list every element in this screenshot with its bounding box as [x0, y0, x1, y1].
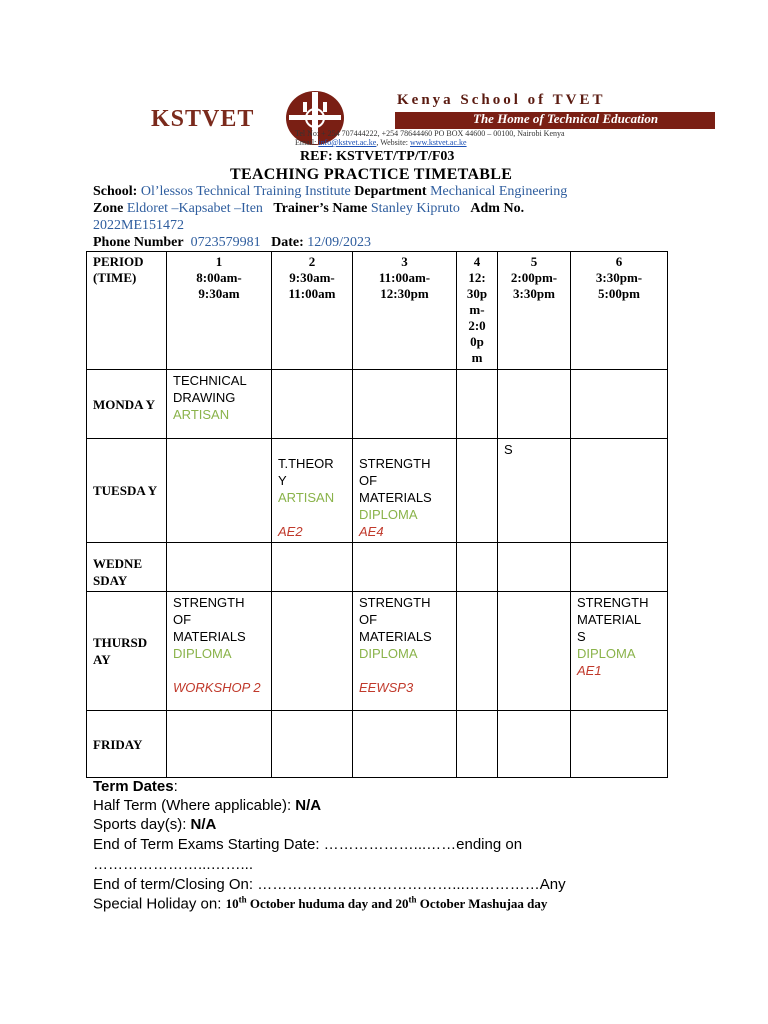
half-term-label: Half Term (Where applicable):: [93, 797, 296, 814]
holiday-day: 10: [225, 896, 239, 912]
contact-line: Tel No: + 254 707444222, +254 78644460 PO BOX 44600 – 00100, Nairobi Kenya: [295, 129, 565, 138]
timetable-cell: [272, 711, 353, 778]
timetable-cell: [272, 592, 353, 711]
email-link[interactable]: info@kstvet.ac.ke: [318, 138, 377, 147]
period-time-header: [87, 252, 167, 370]
period-time: 8:00am-: [196, 270, 242, 285]
period-time: m: [471, 350, 483, 365]
period-time: 11:00am-: [378, 270, 431, 285]
subject: Y: [278, 473, 287, 488]
subject: STRENGTH: [359, 595, 431, 610]
timetable-cell: [353, 711, 457, 778]
subject: TECHNICAL: [173, 373, 247, 388]
subject: OF: [359, 612, 378, 627]
timetable-cell: [353, 370, 457, 439]
thursday-period-1-cell: [167, 592, 272, 711]
monday-period-1-cell: [167, 370, 272, 439]
room: AE2: [278, 524, 303, 539]
zone-value: Eldoret –Kapsabet –Iten: [126, 201, 263, 216]
period-time: 9:30am-: [289, 270, 335, 285]
timetable-cell: [167, 439, 272, 543]
sports-day-line: [93, 816, 216, 833]
trainer-value: Stanley Kipruto: [370, 201, 460, 216]
period-5-header: [498, 252, 571, 370]
timetable-cell: [457, 543, 498, 592]
timetable: [86, 251, 668, 778]
subject: MATERIALS: [173, 629, 246, 644]
logo-text: KSTVET: [151, 106, 255, 132]
holiday-text: October huduma day and 20: [246, 896, 409, 912]
room: WORKSHOP 2: [173, 680, 261, 695]
timetable-cell: [457, 370, 498, 439]
timetable-cell: [457, 439, 498, 543]
timetable-cell: [353, 543, 457, 592]
website-label: , Website:: [376, 138, 410, 147]
phone-row: [93, 235, 371, 251]
period-time: 2:00pm-: [510, 270, 558, 285]
timetable-cell: [457, 592, 498, 711]
period-number: 6: [615, 254, 623, 269]
level: DIPLOMA: [359, 507, 418, 522]
timetable-cell: [571, 370, 668, 439]
period-number: 1: [215, 254, 223, 269]
period-time: 11:00am: [288, 286, 336, 301]
half-term-value: N/A: [295, 797, 322, 814]
trainer-label: Trainer’s Name: [273, 201, 368, 216]
website-link[interactable]: www.kstvet.ac.ke: [410, 138, 467, 147]
term-dates-heading: [93, 778, 178, 795]
period-time: 30p: [466, 286, 488, 301]
school-row: [93, 184, 567, 200]
friday-row: [87, 711, 668, 778]
timetable-cell: [498, 543, 571, 592]
timetable-cell: [498, 711, 571, 778]
subject: STRENGTH: [359, 456, 431, 471]
timetable-cell: [167, 711, 272, 778]
subject: MATERIAL: [577, 612, 642, 627]
header-row: [87, 252, 668, 370]
exams-line: End of Term Exams Starting Date: ………………...……ending on: [93, 836, 523, 853]
period-time: 0p: [470, 334, 484, 349]
page-title: TEACHING PRACTICE TIMETABLE: [230, 166, 513, 183]
zone-row: [93, 201, 524, 217]
timetable-cell: [498, 592, 571, 711]
school-name: Kenya School of TVET: [397, 92, 606, 108]
subject: T.THEOR: [278, 456, 334, 471]
period-time: 12:: [468, 270, 486, 285]
ordinal-suffix: th: [238, 895, 247, 905]
level: ARTISAN: [173, 407, 230, 422]
level: DIPLOMA: [359, 646, 418, 661]
room: AE1: [577, 663, 602, 678]
half-term-line: [93, 797, 321, 814]
term-dates-colon: :: [173, 778, 178, 795]
subject: STRENGTH: [577, 595, 649, 610]
timetable-cell: [272, 370, 353, 439]
timetable-cell: [272, 543, 353, 592]
school-value: Ol’lessos Technical Training Institute: [140, 184, 351, 199]
period-number: 5: [530, 254, 538, 269]
period-time: m-: [469, 302, 485, 317]
period-1-header: [167, 252, 272, 370]
period-time: 2:0: [468, 318, 486, 333]
timetable-cell: [457, 711, 498, 778]
subject: MATERIALS: [359, 490, 432, 505]
phone-label: Phone Number: [93, 235, 184, 250]
room: EEWSP3: [359, 680, 414, 695]
period-time: 12:30pm: [380, 286, 429, 301]
thursday-period-6-cell: [571, 592, 668, 711]
period-time: 5:00pm: [598, 286, 640, 301]
period-label: PERIOD: [93, 254, 144, 269]
holiday-details: [226, 896, 548, 911]
day-label: FRIDAY: [87, 711, 167, 778]
period-number: 2: [308, 254, 316, 269]
adm-row: [93, 218, 184, 234]
holiday-text: October Mashujaa day: [416, 896, 548, 912]
monday-row: [87, 370, 668, 439]
tuesday-period-5-cell: [498, 439, 571, 543]
school-label: School:: [93, 184, 138, 199]
subject: STRENGTH: [173, 595, 245, 610]
ordinal-suffix: th: [408, 895, 417, 905]
timetable-cell: [498, 370, 571, 439]
day-label: THURSD AY: [87, 592, 167, 711]
period-time: 3:30pm-: [595, 270, 643, 285]
time-label: (TIME): [93, 270, 137, 285]
day-label: WEDNE SDAY: [87, 543, 167, 592]
letterhead: [145, 86, 725, 150]
room: AE4: [359, 524, 384, 539]
timetable-cell: [571, 543, 668, 592]
timetable-cell: [571, 711, 668, 778]
period-6-header: [571, 252, 668, 370]
date-value: 12/09/2023: [307, 235, 372, 250]
period-number: 4: [473, 254, 481, 269]
period-4-header: [457, 252, 498, 370]
adm-label: Adm No.: [470, 201, 525, 216]
day-label: MONDA Y: [87, 370, 167, 439]
zone-label: Zone: [93, 201, 124, 216]
wednesday-row: [87, 543, 668, 592]
tuesday-period-3-cell: [353, 439, 457, 543]
subject: MATERIALS: [359, 629, 432, 644]
timetable-cell: [571, 439, 668, 543]
term-dates-label: Term Dates: [93, 778, 174, 795]
period-3-header: [353, 252, 457, 370]
date-label: Date:: [271, 235, 304, 250]
email-label: Email:: [295, 138, 319, 147]
special-holiday-line: [93, 895, 547, 912]
department-value: Mechanical Engineering: [430, 184, 568, 199]
reference-number: REF: KSTVET/TP/T/F03: [300, 149, 455, 164]
period-time: 3:30pm: [513, 286, 555, 301]
tuesday-row: [87, 439, 668, 543]
level: DIPLOMA: [173, 646, 232, 661]
timetable-cell: [167, 543, 272, 592]
subject: OF: [359, 473, 378, 488]
adm-value: 2022ME151472: [93, 218, 184, 233]
tagline: The Home of Technical Education: [473, 111, 659, 126]
subject: OF: [173, 612, 192, 627]
department-label: Department: [354, 184, 427, 199]
tuesday-period-2-cell: [272, 439, 353, 543]
day-label: TUESDA Y: [87, 439, 167, 543]
period-number: 3: [401, 254, 408, 269]
phone-value: 0723579981: [190, 235, 261, 250]
exams-line-continued: …………………...……...: [93, 856, 254, 873]
subject: DRAWING: [173, 390, 236, 405]
subject: S: [504, 442, 513, 457]
level: DIPLOMA: [577, 646, 636, 661]
holiday-label: Special Holiday on:: [93, 895, 226, 913]
closing-line: End of term/Closing On: …………………………………...……………Any: [93, 876, 566, 893]
sports-day-label: Sports day(s):: [93, 816, 191, 833]
period-2-header: [272, 252, 353, 370]
subject: S: [577, 629, 586, 644]
sports-day-value: N/A: [190, 816, 217, 833]
contact-email-line: [295, 138, 467, 147]
thursday-row: [87, 592, 668, 711]
thursday-period-3-cell: [353, 592, 457, 711]
period-time: 9:30am: [198, 286, 240, 301]
level: ARTISAN: [278, 490, 335, 505]
